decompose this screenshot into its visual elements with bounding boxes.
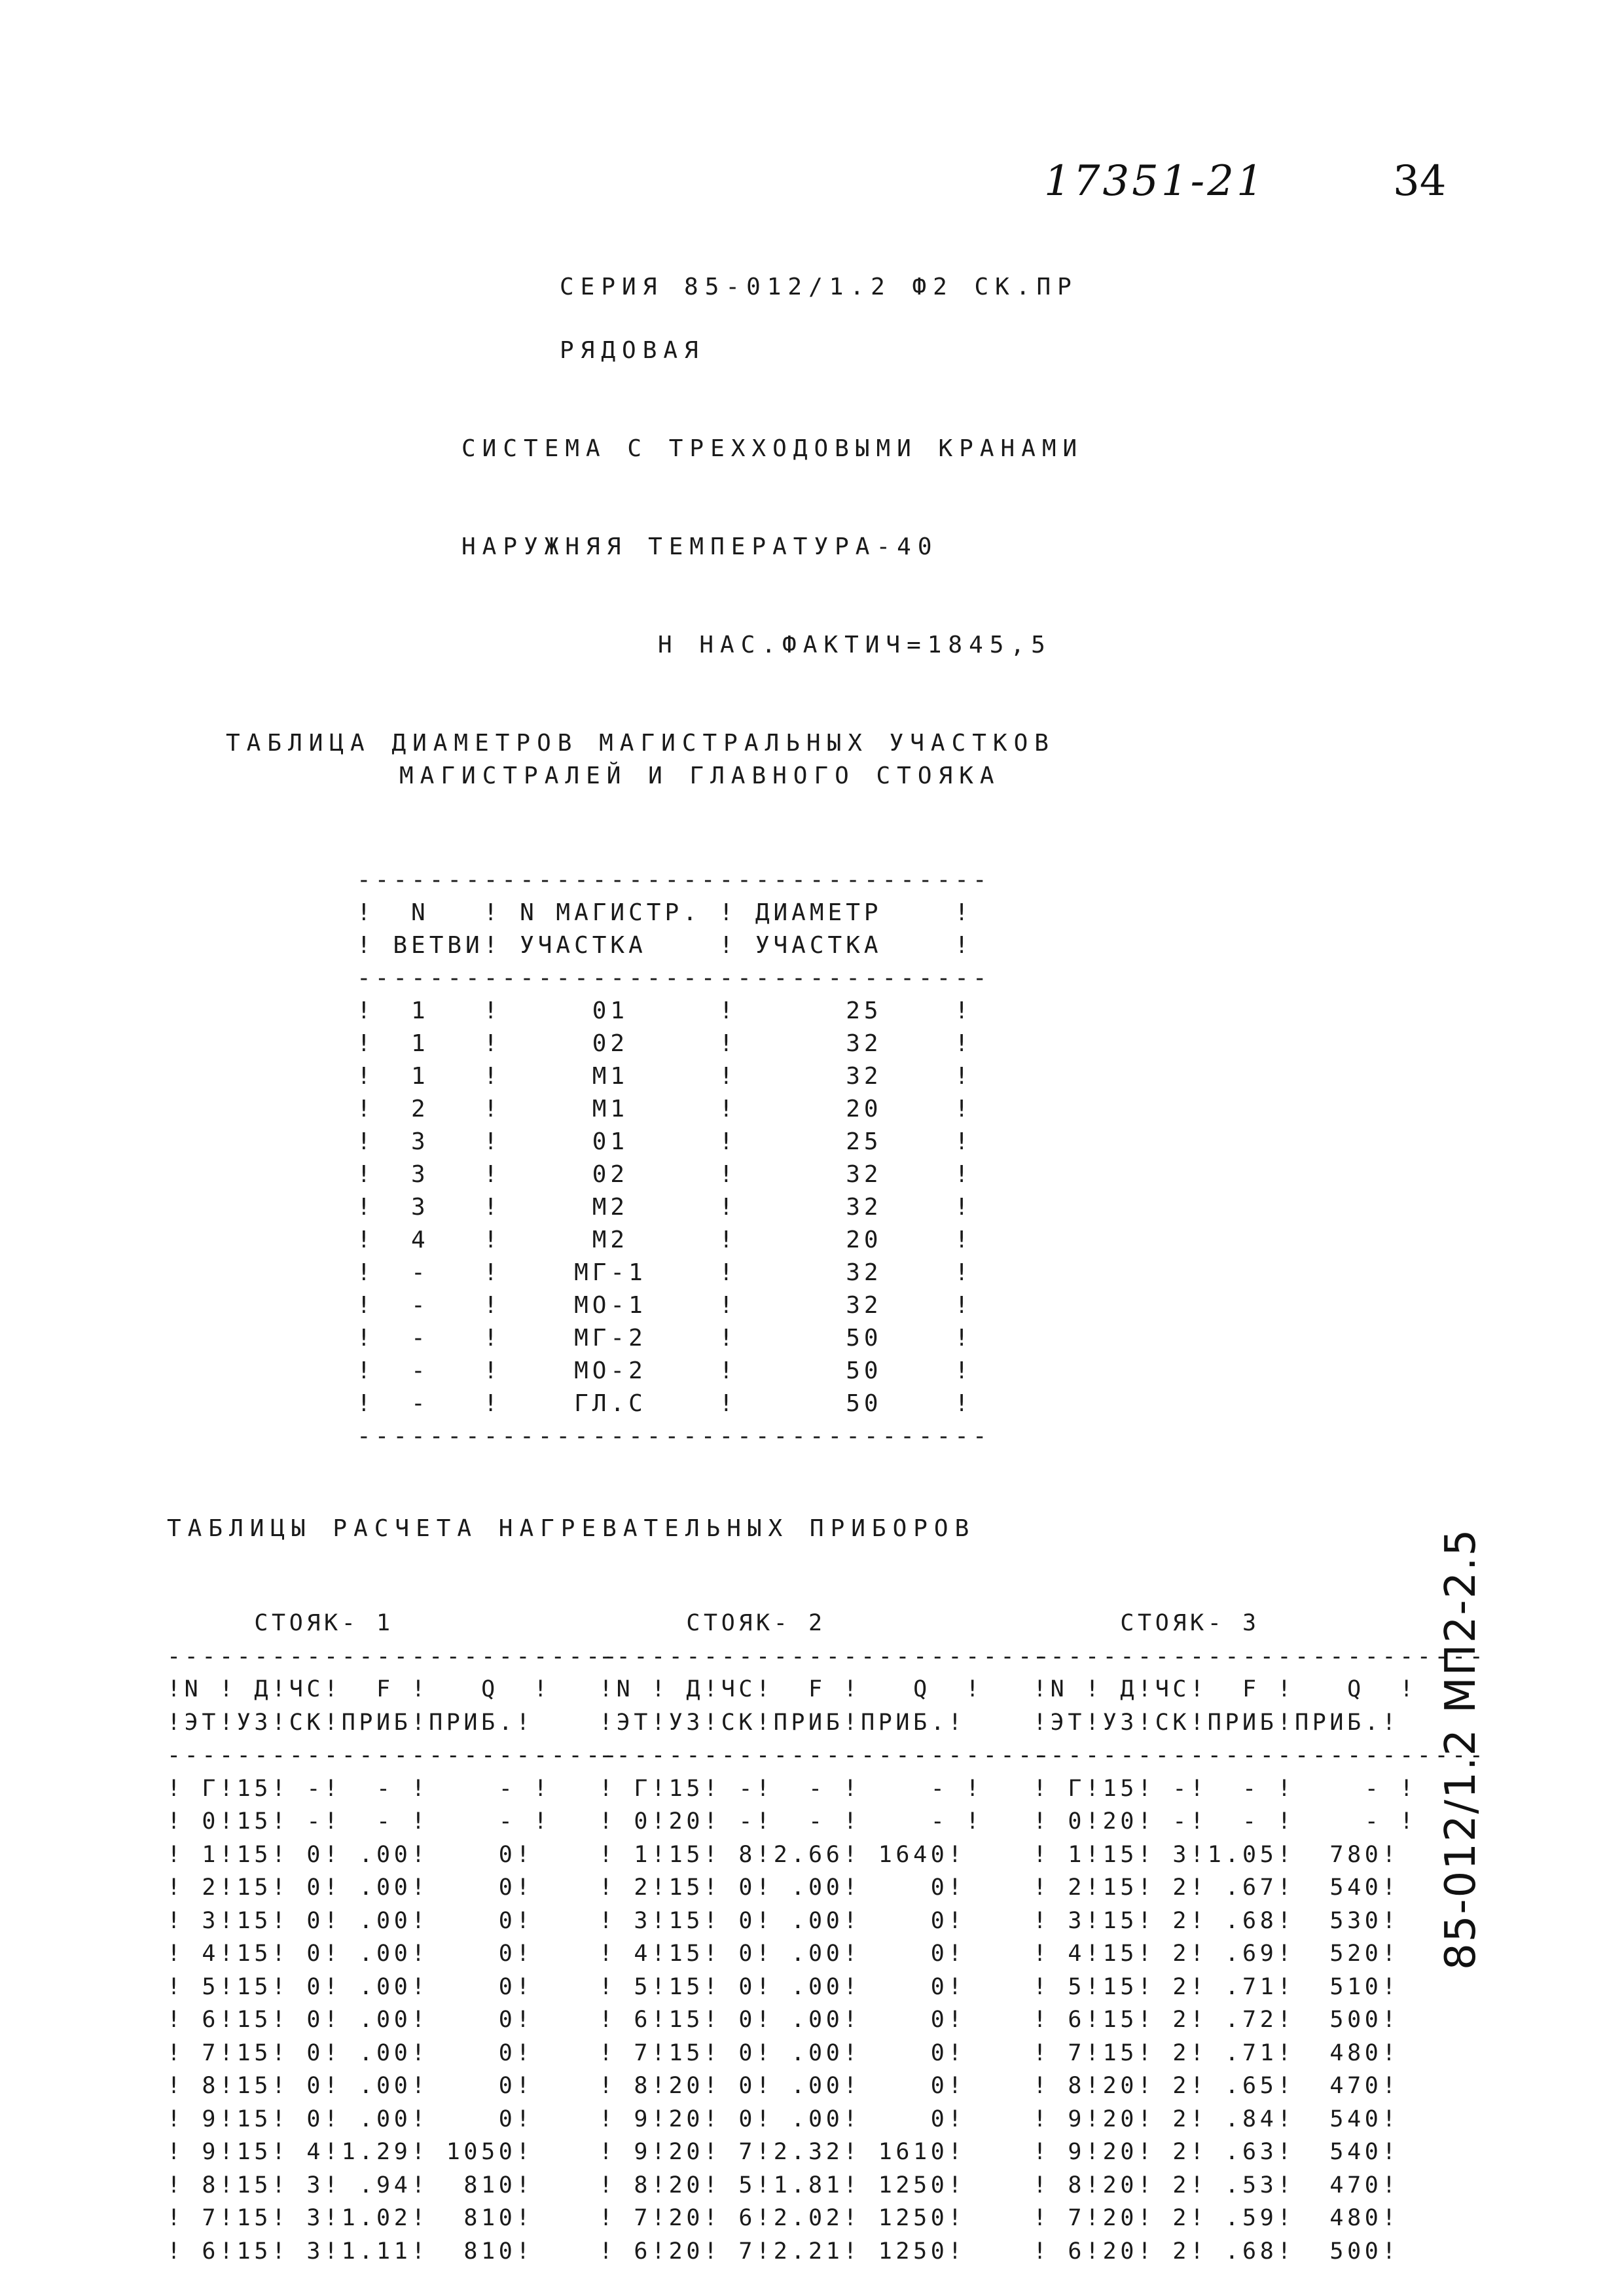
table-line: ! 3 ! М2 ! 32 ! xyxy=(357,1194,973,1221)
table-line: ! 2!15! 0! .00! 0! xyxy=(167,1874,534,1901)
diameters-table-subtitle: МАГИСТРАЛЕЙ И ГЛАВНОГО СТОЯКА xyxy=(399,762,1001,789)
table-line: !ЭТ!УЗ!СК!ПРИБ!ПРИБ.! xyxy=(167,1709,534,1736)
diameters-table xyxy=(357,864,991,1453)
table-line: ! 6!15! 0! .00! 0! xyxy=(167,2007,534,2033)
temperature-line: НАРУЖНЯЯ ТЕМПЕРАТУРА-40 xyxy=(461,533,939,560)
diameters-table-title: ТАБЛИЦА ДИАМЕТРОВ МАГИСТРАЛЬНЫХ УЧАСТКОВ xyxy=(226,730,1055,757)
table-line: -------------------------- xyxy=(167,1742,621,1768)
table-line: ! 6!15! 2! .72! 500! xyxy=(1033,2007,1400,2033)
table-line: !ЭТ!УЗ!СК!ПРИБ!ПРИБ.! xyxy=(1033,1709,1400,1736)
table-line: ! - ! МГ-2 ! 50 ! xyxy=(357,1325,973,1352)
table-line: !N ! Д!ЧС! F ! Q ! xyxy=(167,1676,551,1702)
table-line: ! 5!15! 0! .00! 0! xyxy=(167,1973,534,2000)
table-line: -------------------------- xyxy=(599,1742,1053,1768)
table-line: ! 1!15! 0! .00! 0! xyxy=(167,1841,534,1868)
table-line: -------------------------- xyxy=(599,1643,1053,1670)
table-line: ! 8!15! 0! .00! 0! xyxy=(167,2073,534,2099)
table-line: ! - ! МО-2 ! 50 ! xyxy=(357,1357,973,1384)
table-line: ! Г!15! -! - ! - ! xyxy=(1033,1775,1417,1802)
table-line: -------------------------- xyxy=(167,1643,621,1670)
table-line: ! 9!20! 0! .00! 0! xyxy=(599,2106,966,2132)
table-line: ! 1 ! 01 ! 25 ! xyxy=(357,997,973,1024)
table-line: ! ВЕТВИ! УЧАСТКА ! УЧАСТКА ! xyxy=(357,932,973,959)
table-line: ! 4!15! 0! .00! 0! xyxy=(599,1941,966,1967)
table-line: ! 2!15! 2! .67! 540! xyxy=(1033,1874,1400,1901)
riser-2-table xyxy=(599,1607,1053,2268)
table-line: !N ! Д!ЧС! F ! Q ! xyxy=(1033,1676,1417,1702)
table-line: СТОЯК- 2 xyxy=(599,1610,826,1636)
table-line: ! 8!20! 5!1.81! 1250! xyxy=(599,2172,966,2198)
head-line: Н НАС.ФАКТИЧ=1845,5 xyxy=(658,632,1052,658)
table-line: ! 9!20! 7!2.32! 1610! xyxy=(599,2139,966,2165)
table-line: ! 7!20! 6!2.02! 1250! xyxy=(599,2205,966,2231)
calc-tables-title: ТАБЛИЦЫ РАСЧЕТА НАГРЕВАТЕЛЬНЫХ ПРИБОРОВ xyxy=(167,1515,976,1542)
page-number: 34 xyxy=(1393,157,1447,206)
type-line: РЯДОВАЯ xyxy=(560,337,705,364)
table-line: !ЭТ!УЗ!СК!ПРИБ!ПРИБ.! xyxy=(599,1709,966,1736)
table-line: ! 7!15! 2! .71! 480! xyxy=(1033,2039,1400,2066)
table-line: ! 1 ! 02 ! 32 ! xyxy=(357,1030,973,1057)
series-line: СЕРИЯ 85-012/1.2 Ф2 СК.ПР xyxy=(560,274,1078,300)
table-line: ! - ! МО-1 ! 32 ! xyxy=(357,1292,973,1319)
table-line: ! - ! ГЛ.С ! 50 ! xyxy=(357,1390,973,1417)
handwritten-document-number: 17351-21 xyxy=(1044,157,1266,206)
table-line: ! 6!15! 0! .00! 0! xyxy=(599,2007,966,2033)
table-line: ! 3!15! 0! .00! 0! xyxy=(599,1907,966,1934)
table-line: ----------------------------------- xyxy=(357,867,991,893)
table-line: ! 7!15! 0! .00! 0! xyxy=(599,2039,966,2066)
table-line: ! 0!20! -! - ! - ! xyxy=(1033,1808,1417,1835)
table-line: ! N ! N МАГИСТР. ! ДИАМЕТР ! xyxy=(357,899,973,926)
table-line: ! 7!15! 3!1.02! 810! xyxy=(167,2205,534,2231)
table-line: ! 2 ! М1 ! 20 ! xyxy=(357,1096,973,1122)
table-line: ! 0!15! -! - ! - ! xyxy=(167,1808,551,1835)
table-line: ! 9!15! 4!1.29! 1050! xyxy=(167,2139,534,2165)
table-line: ! Г!15! -! - ! - ! xyxy=(599,1775,983,1802)
table-line: -------------------------- xyxy=(1033,1742,1487,1768)
table-line: ! Г!15! -! - ! - ! xyxy=(167,1775,551,1802)
table-line: ! 1 ! М1 ! 32 ! xyxy=(357,1063,973,1090)
table-line: ! 8!20! 2! .53! 470! xyxy=(1033,2172,1400,2198)
table-line: ! 9!20! 2! .63! 540! xyxy=(1033,2139,1400,2165)
table-line: ! 1!15! 8!2.66! 1640! xyxy=(599,1841,966,1868)
table-line: ! 2!15! 0! .00! 0! xyxy=(599,1874,966,1901)
table-line: СТОЯК- 3 xyxy=(1033,1610,1260,1636)
side-stamp: 85-012/1.2 МП2-2.5 xyxy=(1437,1528,1485,1970)
table-line: ! 6!15! 3!1.11! 810! xyxy=(167,2238,534,2265)
system-line: СИСТЕМА С ТРЕХХОДОВЫМИ КРАНАМИ xyxy=(461,435,1084,462)
table-line: ! 8!15! 3! .94! 810! xyxy=(167,2172,534,2198)
table-line: ! 1!15! 3!1.05! 780! xyxy=(1033,1841,1400,1868)
table-line: ! 7!20! 2! .59! 480! xyxy=(1033,2205,1400,2231)
table-line: ! 9!15! 0! .00! 0! xyxy=(167,2106,534,2132)
table-line: ! 7!15! 0! .00! 0! xyxy=(167,2039,534,2066)
table-line: ----------------------------------- xyxy=(357,1423,991,1450)
table-line: !N ! Д!ЧС! F ! Q ! xyxy=(599,1676,983,1702)
table-line: ----------------------------------- xyxy=(357,965,991,992)
table-line: ! 4 ! М2 ! 20 ! xyxy=(357,1227,973,1253)
table-line: ! 3!15! 2! .68! 530! xyxy=(1033,1907,1400,1934)
riser-3-table xyxy=(1033,1607,1487,2268)
table-line: -------------------------- xyxy=(1033,1643,1487,1670)
table-line: ! 8!20! 2! .65! 470! xyxy=(1033,2073,1400,2099)
table-line: ! 6!20! 7!2.21! 1250! xyxy=(599,2238,966,2265)
table-line: ! 8!20! 0! .00! 0! xyxy=(599,2073,966,2099)
table-line: ! 3 ! 02 ! 32 ! xyxy=(357,1161,973,1188)
table-line: ! 5!15! 2! .71! 510! xyxy=(1033,1973,1400,2000)
table-line: ! 5!15! 0! .00! 0! xyxy=(599,1973,966,2000)
table-line: ! 4!15! 0! .00! 0! xyxy=(167,1941,534,1967)
table-line: ! 6!20! 2! .68! 500! xyxy=(1033,2238,1400,2265)
riser-1-table xyxy=(167,1607,621,2268)
table-line: ! - ! МГ-1 ! 32 ! xyxy=(357,1259,973,1286)
table-line: СТОЯК- 1 xyxy=(167,1610,394,1636)
table-line: ! 4!15! 2! .69! 520! xyxy=(1033,1941,1400,1967)
table-line: ! 3!15! 0! .00! 0! xyxy=(167,1907,534,1934)
table-line: ! 9!20! 2! .84! 540! xyxy=(1033,2106,1400,2132)
table-line: ! 0!20! -! - ! - ! xyxy=(599,1808,983,1835)
table-line: ! 3 ! 01 ! 25 ! xyxy=(357,1128,973,1155)
